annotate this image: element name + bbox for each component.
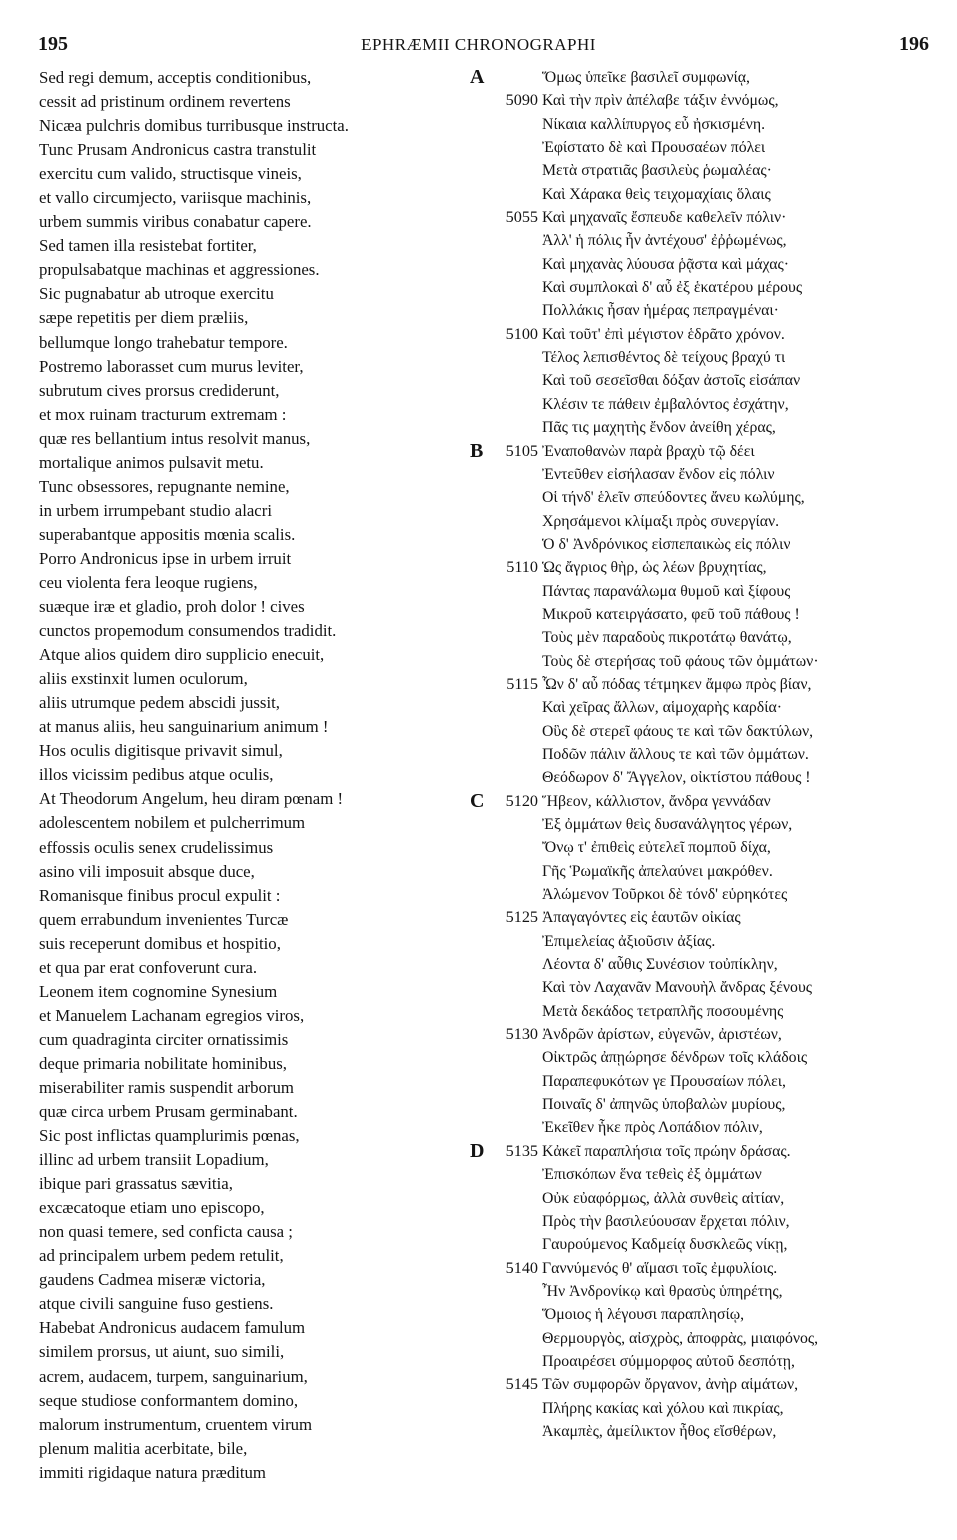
latin-line: urbem summis viribus conabatur capere. bbox=[39, 212, 312, 232]
greek-verse-text: Χρησάμενοι κλίμαξι πρὸς συνεργίαν. bbox=[542, 512, 780, 530]
greek-verse-text: Ἐπισκόπων ἕνα τεθεὶς ἐξ ὀμμάτων bbox=[542, 1166, 762, 1184]
greek-verse-row bbox=[470, 1116, 950, 1139]
latin-line: seque studiose conformantem domino, bbox=[39, 1390, 299, 1410]
latin-line: illinc ad urbem transiit Lopadium, bbox=[39, 1150, 269, 1170]
greek-verse-text: Οἰκτρῶς ἀπῃώρησε δένδρων τοῖς κλάδοις bbox=[542, 1049, 808, 1067]
latin-line: adolescentem nobilem et pulcherrimum bbox=[39, 813, 306, 833]
greek-verse-text: Μετὰ δεκάδος τετραπλῆς ποσουμένης bbox=[542, 1002, 784, 1020]
section-marker: B bbox=[470, 439, 484, 462]
greek-verse-row bbox=[470, 1327, 950, 1350]
greek-verse-row bbox=[470, 1280, 950, 1303]
greek-verse-row bbox=[470, 113, 950, 136]
latin-line: mortalique animos pulsavit metu. bbox=[39, 452, 264, 472]
latin-line: Sic post inflictas quamplurimis pœnas, bbox=[39, 1126, 300, 1146]
greek-verse-text: Ἀκαμπὲς, ἀμείλικτον ἦθος εἴσθέρων, bbox=[542, 1422, 777, 1440]
greek-verse-text: Ἀλλ' ἡ πόλις ἦν ἀντέχουσ' ἐῤῥωμένως, bbox=[542, 232, 787, 250]
greek-verse-text: Τοὺς μὲν παραδοὺς πικροτάτῳ θανάτῳ, bbox=[542, 629, 792, 647]
latin-line: in urbem irrumpebant studio alacri bbox=[39, 500, 273, 520]
greek-verse-text: Ἐκεῖθεν ἧκε πρὸς Λοπάδιον πόλιν, bbox=[542, 1119, 763, 1137]
greek-verse-row bbox=[470, 603, 950, 626]
greek-verse-row bbox=[470, 276, 950, 299]
verse-number: 5135 bbox=[505, 1141, 538, 1160]
greek-verse-row bbox=[470, 836, 950, 859]
greek-verse-row bbox=[470, 860, 950, 883]
greek-verse-text: Λέοντα δ' αὖθις Συνέσιον τοὐπίκλην, bbox=[542, 956, 778, 974]
greek-verse-text: Ἐξ ὀμμάτων θεὶς δυσανάλγητος γέρων, bbox=[542, 816, 793, 833]
running-title: EPHRÆMII CHRONOGRAPHI bbox=[361, 35, 596, 54]
greek-verse-row bbox=[470, 1023, 950, 1046]
greek-verse-row bbox=[470, 1210, 950, 1233]
latin-line: plenum malitia acerbitate, bile, bbox=[39, 1438, 248, 1458]
greek-verse-text: Πρὸς τὴν βασιλεύουσαν ἔρχεται πόλιν, bbox=[542, 1212, 790, 1230]
greek-verse-row bbox=[470, 976, 950, 999]
latin-line: non quasi temere, sed conficta causa ; bbox=[39, 1222, 293, 1242]
section-marker: C bbox=[470, 789, 485, 812]
greek-verse-row bbox=[470, 1093, 950, 1116]
latin-line: Romanisque finibus procul expulit : bbox=[39, 885, 281, 905]
greek-column bbox=[470, 66, 950, 1443]
greek-verse-text: Πάντας παρανάλωμα θυμοῦ καὶ ξίφους bbox=[542, 582, 791, 600]
greek-verse-text: Ἐπιμελείας ἀξιοῦσιν ἀξίας. bbox=[542, 932, 716, 950]
greek-verse-text: Ὅμως ὑπεῖκε βασιλεῖ συμφωνίᾳ, bbox=[542, 69, 750, 86]
latin-line: exercitu cum valido, structisque vineis, bbox=[39, 164, 302, 184]
greek-verse-row bbox=[470, 1233, 950, 1256]
greek-verse-text: Καὶ τοῦτ' ἐπὶ μέγιστον ἑδρᾶτο χρόνον. bbox=[542, 325, 785, 343]
greek-verse-text: Μικροῦ κατειργάσατο, φεῦ τοῦ πάθους ! bbox=[542, 605, 800, 623]
verse-number: 5145 bbox=[505, 1375, 538, 1394]
greek-verse-text: Καὶ μηχανὰς λύουσα ῥᾷστα καὶ μάχας· bbox=[542, 255, 789, 273]
latin-line: asino vili imposuit absque duce, bbox=[39, 861, 255, 881]
greek-verse-text: Ὄνῳ τ' ἐπιθεὶς εὐτελεῖ πομποῦ δίχα, bbox=[542, 839, 771, 857]
greek-verse-row bbox=[470, 556, 950, 579]
latin-line: subrutum cives prorsus crediderunt, bbox=[39, 380, 280, 400]
greek-verse-text: Τέλος λεπισθέντος δὲ τείχους βραχύ τι bbox=[542, 349, 786, 367]
greek-verse-row bbox=[470, 930, 950, 953]
latin-line: cunctos propemodum consumendos tradidit. bbox=[39, 621, 337, 641]
greek-verse-text: Κἀκεῖ παραπλήσια τοῖς πρώην δράσας. bbox=[542, 1142, 791, 1160]
greek-verse-text: Καὶ Χάρακα θεὶς τειχομαχίαις ὅλαις bbox=[542, 185, 771, 203]
greek-verse-text: Οὓς δὲ στερεῖ φάους τε καὶ τῶν δακτύλων, bbox=[542, 722, 814, 740]
greek-verse-text: Καὶ χεῖρας ἄλλων, αἱμοχαρὴς καρδία· bbox=[542, 699, 782, 717]
greek-verse-text: Κλέσιν τε πάθειν ἐμβαλόντος ἐσχάτην, bbox=[542, 395, 789, 413]
page-header bbox=[0, 33, 957, 59]
greek-verse-text: Ἐναποθανὼν παρὰ βραχὺ τῷ δέει bbox=[542, 442, 755, 460]
greek-verse-row bbox=[470, 743, 950, 766]
latin-line: illos vicissim pedibus atque oculis, bbox=[39, 765, 274, 785]
latin-line: cessit ad pristinum ordinem revertens bbox=[39, 92, 291, 112]
latin-line: Porro Andronicus ipse in urbem irruit bbox=[39, 548, 292, 568]
greek-verse-row bbox=[470, 1046, 950, 1069]
latin-line: excæcatoque etiam uno episcopo, bbox=[39, 1198, 265, 1218]
latin-line: Sed tamen illa resistebat fortiter, bbox=[39, 236, 257, 256]
greek-verse-row bbox=[470, 66, 950, 89]
greek-verse-row bbox=[470, 1163, 950, 1186]
latin-line: quæ circa urbem Prusam germinabant. bbox=[39, 1102, 298, 1122]
latin-line: miserabiliter ramis suspendit arborum bbox=[39, 1077, 294, 1097]
verse-number: 5055 bbox=[505, 208, 538, 227]
greek-verse-text: Γαννύμενός θ' αἵμασι τοῖς ἐμφυλίοις. bbox=[542, 1259, 778, 1277]
greek-verse-row bbox=[470, 883, 950, 906]
greek-verse-row bbox=[470, 673, 950, 696]
latin-line: gaudens Cadmea miseræ victoria, bbox=[39, 1270, 266, 1290]
greek-verse-row bbox=[470, 1140, 950, 1163]
latin-line: ad principalem urbem pedem retulit, bbox=[39, 1246, 284, 1266]
greek-verse-text: Ποιναῖς δ' ἀπηνῶς ὑποβαλὼν μυρίους, bbox=[542, 1096, 786, 1114]
latin-line: suæque iræ et gladio, proh dolor ! cives bbox=[39, 597, 305, 617]
greek-verse-row bbox=[470, 299, 950, 322]
verse-number: 5110 bbox=[506, 558, 538, 577]
greek-verse-row bbox=[470, 486, 950, 509]
latin-line: et Manuelem Lachanam egregios viros, bbox=[39, 1005, 305, 1025]
greek-verse-text: Νίκαια καλλίπυργος εὖ ἠσκισμένη. bbox=[542, 115, 766, 133]
greek-verse-row bbox=[470, 580, 950, 603]
greek-verse-row bbox=[470, 183, 950, 206]
greek-verse-text: Γαυρούμενος Καδμείᾳ δυσκλεῶς νίκῃ, bbox=[542, 1236, 788, 1254]
greek-verse-text: Ὧν δ' αὖ πόδας τέτμηκεν ἄμφω πρὸς βίαν, bbox=[542, 675, 812, 693]
greek-verse-row bbox=[470, 229, 950, 252]
section-marker: A bbox=[470, 66, 485, 88]
greek-verse-row bbox=[470, 346, 950, 369]
latin-line: quem errabundum invenientes Turcæ bbox=[39, 909, 289, 929]
latin-line: At Theodorum Angelum, heu diram pœnam ! bbox=[39, 789, 344, 809]
greek-verse-row bbox=[470, 136, 950, 159]
verse-number: 5130 bbox=[505, 1025, 538, 1044]
section-marker: D bbox=[470, 1139, 485, 1162]
latin-column bbox=[39, 66, 459, 1485]
verse-number: 5115 bbox=[506, 674, 538, 693]
greek-verse-text: Ἀλώμενον Τοῦρκοι δὲ τόνδ' εὑρηκότες bbox=[542, 886, 788, 904]
greek-verse-row bbox=[470, 206, 950, 229]
latin-line: et qua par erat confoverunt cura. bbox=[39, 957, 258, 977]
greek-verse-text: Ἦν Ἀνδρονίκῳ καὶ θρασὺς ὑπηρέτης, bbox=[542, 1282, 783, 1300]
greek-verse-text: Τῶν συμφορῶν ὄργανον, ἀνὴρ αἱμάτων, bbox=[542, 1376, 799, 1394]
greek-verse-text: Καὶ τὴν πρὶν ἀπέλαβε τάξιν ἐννόμως, bbox=[542, 92, 779, 110]
latin-line: ibique pari grassatus sævitia, bbox=[39, 1174, 233, 1194]
latin-line: bellumque longo trahebatur tempore. bbox=[39, 332, 288, 352]
greek-verse-text: Προαιρέσει σύμμορφος αὐτοῦ δεσπότῃ, bbox=[542, 1352, 795, 1370]
greek-verse-row bbox=[470, 416, 950, 439]
greek-verse-row bbox=[470, 89, 950, 112]
latin-line: acrem, audacem, turpem, sanguinarium, bbox=[39, 1366, 308, 1386]
verse-number: 5090 bbox=[505, 91, 538, 110]
greek-verse-text: Καὶ τοῦ σεσεῖσθαι δόξαν ἀστοῖς εἰσάπαν bbox=[542, 372, 801, 390]
greek-verse-row bbox=[470, 253, 950, 276]
latin-line: quæ res bellantium intus resolvit manus, bbox=[39, 428, 311, 448]
latin-line: Atque alios quidem diro supplicio enecuit, bbox=[39, 645, 325, 665]
latin-line: suis receperunt domibus et hospitio, bbox=[39, 933, 281, 953]
greek-verse-text: Ποδῶν πάλιν ἄλλους τε καὶ τῶν ὀμμάτων. bbox=[542, 745, 809, 763]
latin-line: immiti rigidaque natura præditum bbox=[39, 1462, 266, 1482]
greek-verse-row bbox=[470, 1397, 950, 1420]
greek-verse-text: Παραπεφυκότων γε Προυσαίων πόλει, bbox=[542, 1072, 786, 1090]
greek-verse-row bbox=[470, 720, 950, 743]
greek-verse-text: Καὶ συμπλοκαὶ δ' αὖ ἐξ ἑκατέρου μέρους bbox=[542, 279, 803, 297]
greek-verse-row bbox=[470, 1070, 950, 1093]
greek-verse-row bbox=[470, 766, 950, 789]
latin-line: atque civili sanguine fuso gestiens. bbox=[39, 1294, 274, 1314]
greek-verse-text: Θεόδωρον δ' Ἄγγελον, οἰκτίστου πάθους ! bbox=[542, 769, 811, 787]
latin-line: ceu violenta fera leoque rugiens, bbox=[39, 572, 258, 592]
greek-verse-text: Ὁ δ' Ἀνδρόνικος εἰσπεπαικὼς εἰς πόλιν bbox=[542, 535, 791, 553]
greek-verse-text: Ἀπαγαγόντες εἰς ἑαυτῶν οἰκίας bbox=[542, 909, 741, 927]
latin-line: Sed regi demum, acceptis conditionibus, bbox=[39, 68, 312, 87]
latin-line: Sic pugnabatur ab utroque exercitu bbox=[39, 284, 274, 304]
greek-verse-text: Τοὺς δὲ στερήσας τοῦ φάους τῶν ὀμμάτων· bbox=[542, 652, 819, 670]
greek-verse-text: Ἐντεῦθεν εἰσήλασαν ἔνδον εἰς πόλιν bbox=[542, 465, 775, 483]
latin-line: Nicæa pulchris domibus turribusque instructa. bbox=[39, 116, 349, 136]
greek-verse-row bbox=[470, 1187, 950, 1210]
greek-verse-text: Θερμουργὸς, αἰσχρὸς, ἀποφρὰς, μιαιφόνος, bbox=[542, 1329, 819, 1347]
greek-verse-text: Καὶ μηχαναῖς ἔσπευδε καθελεῖν πόλιν· bbox=[542, 209, 787, 227]
greek-verse-text: Ἀνδρῶν ἀρίστων, εὐγενῶν, ἀριστέων, bbox=[542, 1026, 782, 1044]
latin-line: Tunc obsessores, repugnante nemine, bbox=[39, 476, 290, 496]
latin-line: at manus aliis, heu sanguinarium animum ! bbox=[39, 717, 329, 737]
latin-line: malorum instrumentum, cruentem virum bbox=[39, 1414, 313, 1434]
greek-verse-row bbox=[470, 510, 950, 533]
latin-line: deque primaria nobilitate hominibus, bbox=[39, 1053, 287, 1073]
greek-verse-text: Πολλάκις ἦσαν ἡμέρας πεπραγμέναι· bbox=[542, 302, 779, 320]
greek-verse-row bbox=[470, 323, 950, 346]
greek-verse-text: Καὶ τὸν Λαχανᾶν Μανουὴλ ἄνδρας ξένους bbox=[542, 979, 813, 997]
verse-number: 5120 bbox=[505, 791, 538, 810]
greek-verse-text: Ἐφίστατο δὲ καὶ Προυσαέων πόλει bbox=[542, 139, 766, 157]
greek-verse-text: Οὐκ εὐαφόρμως, ἀλλὰ συνθεὶς αἰτίαν, bbox=[542, 1189, 785, 1207]
greek-verse-row bbox=[470, 790, 950, 813]
verse-number: 5105 bbox=[505, 441, 538, 460]
greek-verse-row bbox=[470, 1000, 950, 1023]
greek-verse-row bbox=[470, 1373, 950, 1396]
verse-number: 5100 bbox=[505, 324, 538, 343]
greek-verse-row bbox=[470, 953, 950, 976]
greek-verse-text: Μετὰ στρατιᾶς βασιλεὺς ῥωμαλέας· bbox=[542, 162, 772, 180]
latin-line: superabantque appositis mœnia scalis. bbox=[39, 524, 296, 544]
greek-verse-text: Πλήρης κακίας καὶ χόλου καὶ πικρίας, bbox=[542, 1399, 784, 1417]
greek-verse-row bbox=[470, 626, 950, 649]
latin-line: Postremo laborasset cum murus leviter, bbox=[39, 356, 304, 376]
greek-verse-row bbox=[470, 159, 950, 182]
latin-line: Hos oculis digitisque privavit simul, bbox=[39, 741, 283, 761]
latin-line: Habebat Andronicus audacem famulum bbox=[39, 1318, 306, 1338]
greek-verse-text: Ὅμοιος ἡ λέγουσι παραπλησίῳ, bbox=[542, 1306, 745, 1324]
greek-verse-row bbox=[470, 1350, 950, 1373]
greek-verse-row bbox=[470, 440, 950, 463]
greek-verse-text: Ὡς ἄγριος θὴρ, ὡς λέων βρυχητίας, bbox=[542, 559, 767, 577]
page-number-left: 195 bbox=[38, 33, 68, 55]
greek-verse-row bbox=[470, 369, 950, 392]
latin-line: Tunc Prusam Andronicus castra transtulit bbox=[39, 140, 317, 160]
latin-line: Leonem item cognomine Synesium bbox=[39, 981, 278, 1001]
greek-verse-row bbox=[470, 1420, 950, 1443]
greek-verse-row bbox=[470, 1303, 950, 1326]
greek-verse-row bbox=[470, 813, 950, 836]
greek-verse-text: Πᾶς τις μαχητὴς ἔνδον ἀνείθη χέρας, bbox=[542, 419, 776, 437]
greek-verse-row bbox=[470, 650, 950, 673]
greek-verse-row bbox=[470, 393, 950, 416]
latin-line: cum quadraginta circiter ornatissimis bbox=[39, 1029, 289, 1049]
greek-verse-text: Γῆς Ῥωμαϊκῆς ἀπελαύνει μακρόθεν. bbox=[542, 862, 773, 880]
latin-line: sæpe repetitis per diem præliis, bbox=[39, 308, 249, 328]
latin-line: et vallo circumjecto, variisque machinis, bbox=[39, 188, 312, 208]
latin-line: propulsabatque machinas et aggressiones. bbox=[39, 260, 320, 280]
greek-verse-row bbox=[470, 533, 950, 556]
greek-verse-row bbox=[470, 696, 950, 719]
latin-line: effossis oculis senex crudelissimus bbox=[39, 837, 274, 857]
greek-verse-text: Οἱ τήνδ' ἑλεῖν σπεύδοντες ἄνευ κωλύμης, bbox=[542, 489, 805, 507]
greek-verse-text: Ἥβεον, κάλλιστον, ἄνδρα γεννάδαν bbox=[542, 792, 771, 810]
verse-number: 5125 bbox=[505, 908, 538, 927]
greek-verse-row bbox=[470, 906, 950, 929]
latin-line: aliis utrumque pedem abscidi jussit, bbox=[39, 693, 280, 713]
greek-verse-row bbox=[470, 1257, 950, 1280]
latin-line: et mox ruinam tracturum extremam : bbox=[39, 404, 287, 424]
verse-number: 5140 bbox=[505, 1258, 538, 1277]
page-number-right: 196 bbox=[899, 33, 929, 55]
latin-line: aliis exstinxit lumen oculorum, bbox=[39, 669, 248, 689]
greek-verse-row bbox=[470, 463, 950, 486]
latin-line: similem prorsus, ut aiunt, suo simili, bbox=[39, 1342, 285, 1362]
